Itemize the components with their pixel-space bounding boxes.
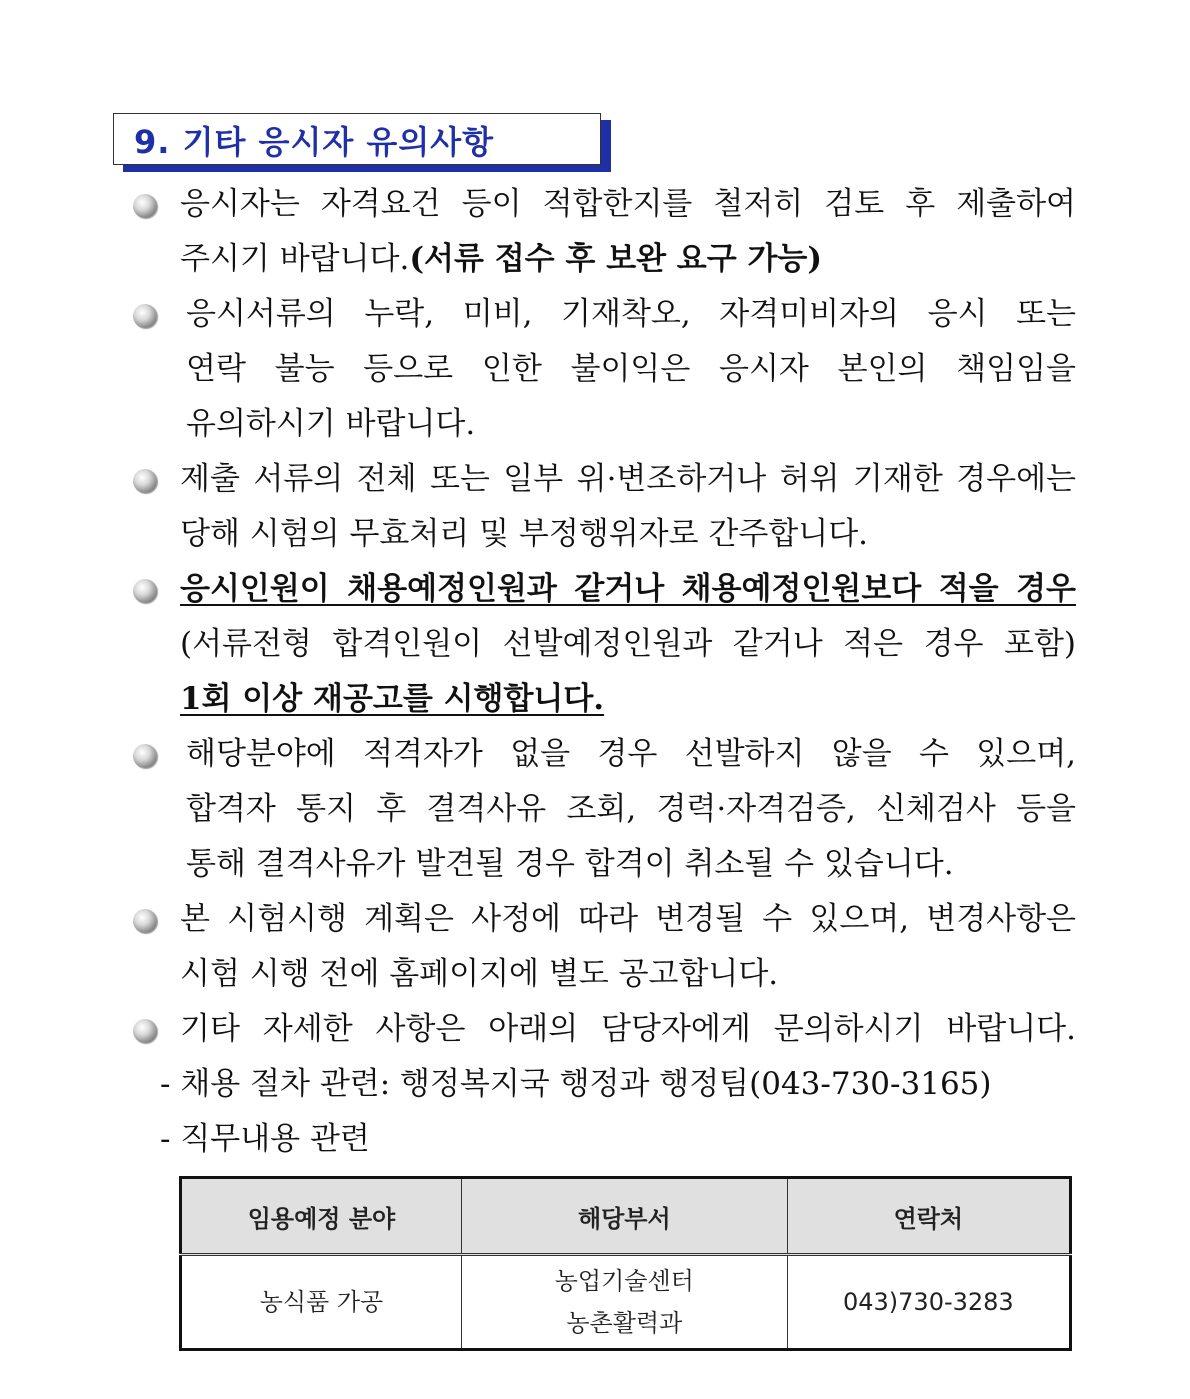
cell-field: 농식품 가공 [181, 1255, 462, 1350]
bullet-icon [133, 469, 157, 493]
notice-line: 시험 시행 전에 홈페이지에 별도 공고합니다. [180, 956, 779, 992]
notice-line: 기타 자세한 사항은 아래의 담당자에게 문의하시기 바랍니다. [180, 1011, 1076, 1047]
notice-line-emphasis: 응시인원이 채용예정인원과 같거나 채용예정인원보다 적을 경우 [180, 571, 1076, 607]
table-header-row [181, 1178, 1071, 1255]
notice-line: 응시자는 자격요건 등이 적합한지를 철저히 검토 후 제출하여 [180, 186, 1076, 222]
notice-text: 주시기 바랍니다. [180, 241, 410, 277]
cell-phone: 043)730-3283 [787, 1255, 1070, 1350]
dept-team: 농촌활력과 [566, 1309, 683, 1337]
notice-line: 해당분야에 적격자가 없을 경우 선발하지 않을 수 있으며, [186, 736, 1076, 772]
notice-line: 유의하시기 바랍니다. [186, 406, 476, 442]
section-header [113, 113, 601, 165]
notice-line: 통해 결격사유가 발견될 경우 합격이 취소될 수 있습니다. [186, 846, 954, 882]
bullet-icon [133, 579, 157, 603]
notice-line: (서류전형 합격인원이 선발예정인원과 같거나 적은 경우 포함) [180, 626, 1076, 662]
notice-line: 연락 불능 등으로 인한 불이익은 응시자 본인의 책임임을 [186, 351, 1076, 387]
section-title: 9. 기타 응시자 유의사항 [134, 123, 495, 161]
bullet-icon [133, 909, 157, 933]
notice-bold-note: (서류 접수 후 보완 요구 가능) [409, 241, 823, 277]
cell-dept [461, 1255, 787, 1350]
header-dept: 해당부서 [461, 1178, 787, 1255]
table-row [181, 1255, 1071, 1350]
bullet-icon [133, 304, 157, 328]
notice-line: 합격자 통지 후 결격사유 조회, 경력·자격검증, 신체검사 등을 [186, 791, 1076, 827]
notice-line: 응시서류의 누락, 미비, 기재착오, 자격미비자의 응시 또는 [186, 296, 1076, 332]
bullet-icon [133, 194, 157, 218]
dept-name: 농업기술센터 [554, 1267, 694, 1295]
bullet-icon [133, 744, 157, 768]
contacts-table [179, 1176, 1072, 1351]
notice-line [180, 241, 1076, 277]
header-phone: 연락처 [787, 1178, 1070, 1255]
recruit-contact-line: - 채용 절차 관련: 행정복지국 행정과 행정팀(043-730-3165) [160, 1066, 992, 1102]
header-field: 임용예정 분야 [181, 1178, 462, 1255]
notice-line-emphasis: 1회 이상 재공고를 시행합니다. [180, 681, 605, 717]
notice-line: 본 시험시행 계획은 사정에 따라 변경될 수 있으며, 변경사항은 [180, 901, 1076, 937]
notice-line: 제출 서류의 전체 또는 일부 위·변조하거나 허위 기재한 경우에는 [180, 461, 1076, 497]
notice-line: 당해 시험의 무효처리 및 부정행위자로 간주합니다. [180, 516, 868, 552]
bullet-icon [133, 1019, 157, 1043]
duty-contact-line: - 직무내용 관련 [160, 1121, 370, 1157]
